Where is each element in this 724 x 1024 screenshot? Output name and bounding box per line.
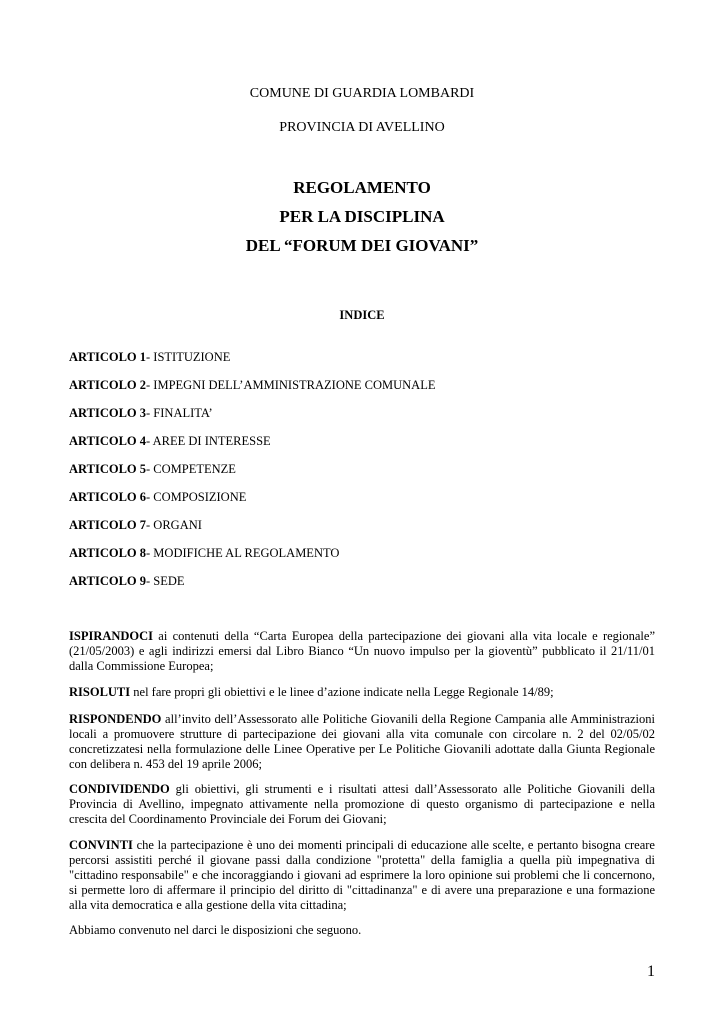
preamble-paragraph xyxy=(69,782,655,827)
toc-item xyxy=(69,490,246,504)
preamble-keyword: CONVINTI xyxy=(69,838,133,852)
preamble-paragraph xyxy=(69,838,655,913)
toc-article-label: ARTICOLO 3 xyxy=(69,406,147,420)
preamble-paragraph xyxy=(69,629,655,674)
toc-article-title: - ISTITUZIONE xyxy=(146,350,231,364)
preamble-keyword: RISPONDENDO xyxy=(69,712,162,726)
toc-item xyxy=(69,434,271,448)
preamble-text: gli obiettivi, gli strumenti e i risultati attesi dall’Assessorato alle Politiche Giovanili della Provincia di Avellino, impegnato attivamente nella promozione di questo organismo di partecipazione e nella crescita del Coordinamento Provinciale dei Forum dei Giovani; xyxy=(69,782,655,826)
toc-article-label: ARTICOLO 8 xyxy=(69,546,147,560)
preamble-keyword: RISOLUTI xyxy=(69,685,131,699)
preamble-text: all’invito dell’Assessorato alle Politiche Giovanili della Regione Campania alle Amministrazioni locali a promuovere strutture di partecipazione dei giovani alla vita comunale con circolare n. 2 del 02/05/02 concretizzatesi nella formulazione delle Linee Operative per Le Politiche Giovanili adottate dalla Giunta Regionale con delibera n. 453 del 19 aprile 2006; xyxy=(69,712,655,771)
preamble-keyword: ISPIRANDOCI xyxy=(69,629,154,643)
toc-article-label: ARTICOLO 1 xyxy=(69,350,147,364)
toc-item xyxy=(69,378,435,392)
preamble-paragraph xyxy=(69,685,655,700)
closing-text: Abbiamo convenuto nel darci le disposizioni che seguono. xyxy=(69,923,362,937)
document-title-line-2: PER LA DISCIPLINA xyxy=(279,207,445,226)
toc-article-label: ARTICOLO 6 xyxy=(69,490,147,504)
municipality-name: COMUNE DI GUARDIA LOMBARDI xyxy=(249,86,475,101)
toc-item xyxy=(69,574,185,588)
toc-article-title: - MODIFICHE AL REGOLAMENTO xyxy=(146,546,340,560)
toc-article-title: - COMPOSIZIONE xyxy=(146,490,247,504)
toc-article-label: ARTICOLO 7 xyxy=(69,518,147,532)
toc-article-label: ARTICOLO 2 xyxy=(69,378,147,392)
toc-item xyxy=(69,350,230,364)
preamble-keyword: CONDIVIDENDO xyxy=(69,782,170,796)
closing-statement xyxy=(69,923,655,938)
toc-article-title: - FINALITA’ xyxy=(146,406,213,420)
toc-item xyxy=(69,462,236,476)
document-title-line-1: REGOLAMENTO xyxy=(293,178,431,197)
toc-article-label: ARTICOLO 9 xyxy=(69,574,147,588)
toc-article-title: - COMPETENZE xyxy=(146,462,236,476)
toc-item xyxy=(69,518,202,532)
toc-article-title: - SEDE xyxy=(146,574,185,588)
toc-item xyxy=(69,546,339,560)
preamble-text: nel fare propri gli obiettivi e le linee d’azione indicate nella Legge Regionale 14/89; xyxy=(130,685,554,699)
preamble-text: che la partecipazione è uno dei momenti principali di educazione alle scelte, e pertanto bisogna creare percorsi assistiti perché il giovane passi dalla condizione "protetta" della famiglia a quella più impegnativa di "cittadino responsabile" e che incoraggiando i giovani ad esprimere la loro opinione sui problemi che li concernono, si permette loro di affermare il principio del diritto di "cittadinanza" e di avere una preparazione e una formazione alla vita democratica e alla gestione della vita cittadina; xyxy=(69,838,655,912)
preamble-text: ai contenuti della “Carta Europea della partecipazione dei giovani alla vita locale e regionale” (21/05/2003) e agli indirizzi emersi dal Libro Bianco “Un nuovo impulso per la gioventù” pubblicato il 21/11/01 dalla Commissione Europea; xyxy=(69,629,655,673)
toc-article-title: - AREE DI INTERESSE xyxy=(146,434,271,448)
toc-article-title: - ORGANI xyxy=(146,518,202,532)
index-heading: INDICE xyxy=(339,308,385,322)
document-title-line-3: DEL “FORUM DEI GIOVANI” xyxy=(245,236,479,255)
toc-article-label: ARTICOLO 5 xyxy=(69,462,147,476)
page-number: 1 xyxy=(647,963,655,980)
toc-article-label: ARTICOLO 4 xyxy=(69,434,147,448)
province-name: PROVINCIA DI AVELLINO xyxy=(279,120,445,135)
toc-article-title: - IMPEGNI DELL’AMMINISTRAZIONE COMUNALE xyxy=(146,378,436,392)
toc-item xyxy=(69,406,213,420)
preamble-paragraph xyxy=(69,712,655,772)
